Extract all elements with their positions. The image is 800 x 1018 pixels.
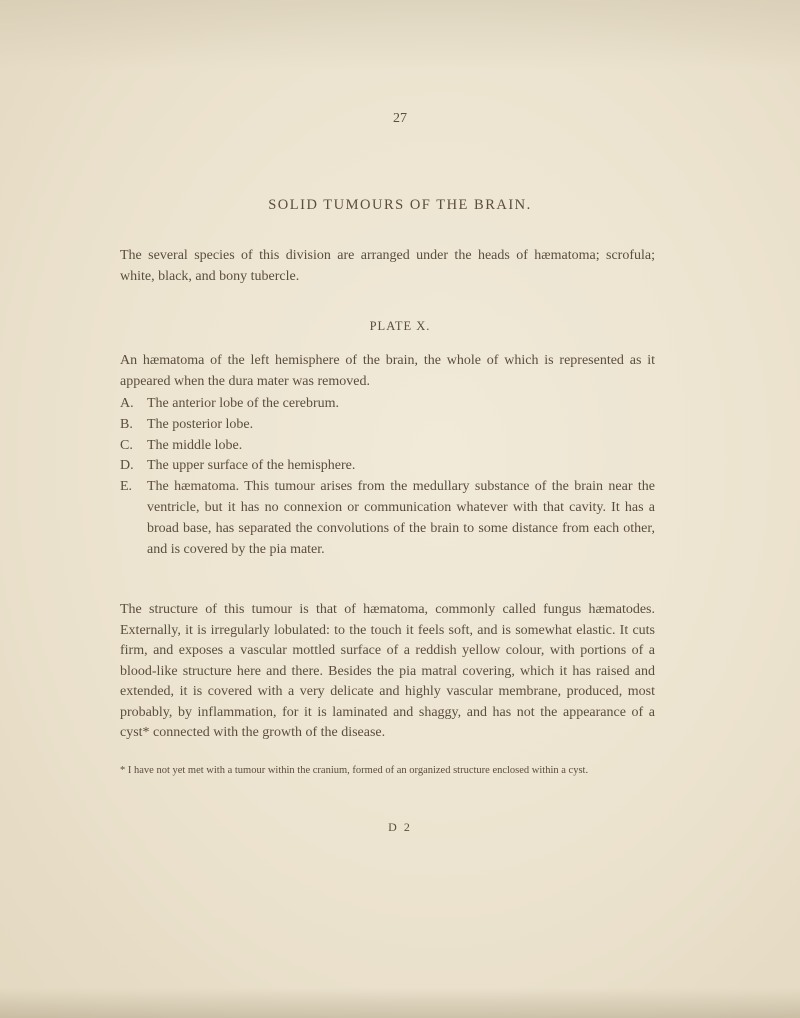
legend-letter: E.	[120, 479, 133, 495]
page-top-shading	[0, 0, 800, 70]
chapter-title: SOLID TUMOURS OF THE BRAIN.	[268, 197, 532, 213]
legend-text: The anterior lobe of the cerebrum.	[147, 396, 340, 411]
legend-item-d	[120, 456, 655, 477]
legend-item-c	[120, 436, 655, 457]
signature-mark: D 2	[388, 820, 412, 834]
structure-paragraph: The structure of this tumour is that of hæmatoma, commonly called fungus hæmatodes. Externally, it is irregularly lobulated: to the touch it feels soft, and is somewhat elastic. It cuts firm, and exposes a vascular mottled surface of a reddish yellow colour, with portions of a blood-like structure here and there. Besides the pia matral covering, which it has raised and extended, it is covered with a very delicate and highly vascular membrane, produced, most probably, by inflammation, for it is laminated and shaggy, and has not the appearance of a cyst* connected with the growth of the disease.	[120, 602, 655, 740]
legend-text: The posterior lobe.	[147, 416, 254, 432]
intro-paragraph: The several species of this division are arranged under the heads of hæmatoma; scrofula; white, black, and bony tubercle.	[120, 248, 655, 284]
legend-text: The middle lobe.	[147, 437, 243, 453]
legend-text: The upper surface of the hemisphere.	[147, 458, 356, 474]
footnote: * I have not yet met with a tumour within the cranium, formed of an organized structure enclosed within a cyst.	[120, 765, 589, 776]
legend-letter: C.	[120, 437, 133, 453]
plate-description: An hæmatoma of the left hemisphere of the brain, the whole of which is represented as it appeared when the dura mater was removed.	[120, 353, 655, 389]
legend-letter: D.	[120, 458, 134, 474]
page-number: 27	[393, 111, 407, 126]
page-bottom-edge	[0, 988, 800, 1018]
legend-item-e	[120, 477, 655, 560]
legend-letter: B.	[120, 416, 133, 432]
plate-heading: PLATE X.	[369, 319, 431, 333]
legend-item-a	[120, 394, 655, 415]
legend-text: The hæmatoma. This tumour arises from the medullary substance of the brain near the ventricle, but it has no connexion or communication whatever with that cavity. It has a broad base, has separated the convolutions of the brain to some distance from each other, and is covered by the pia mater.	[147, 479, 655, 557]
legend-item-b	[120, 415, 655, 436]
legend-letter: A.	[120, 396, 134, 411]
plate-legend-list	[120, 394, 655, 560]
